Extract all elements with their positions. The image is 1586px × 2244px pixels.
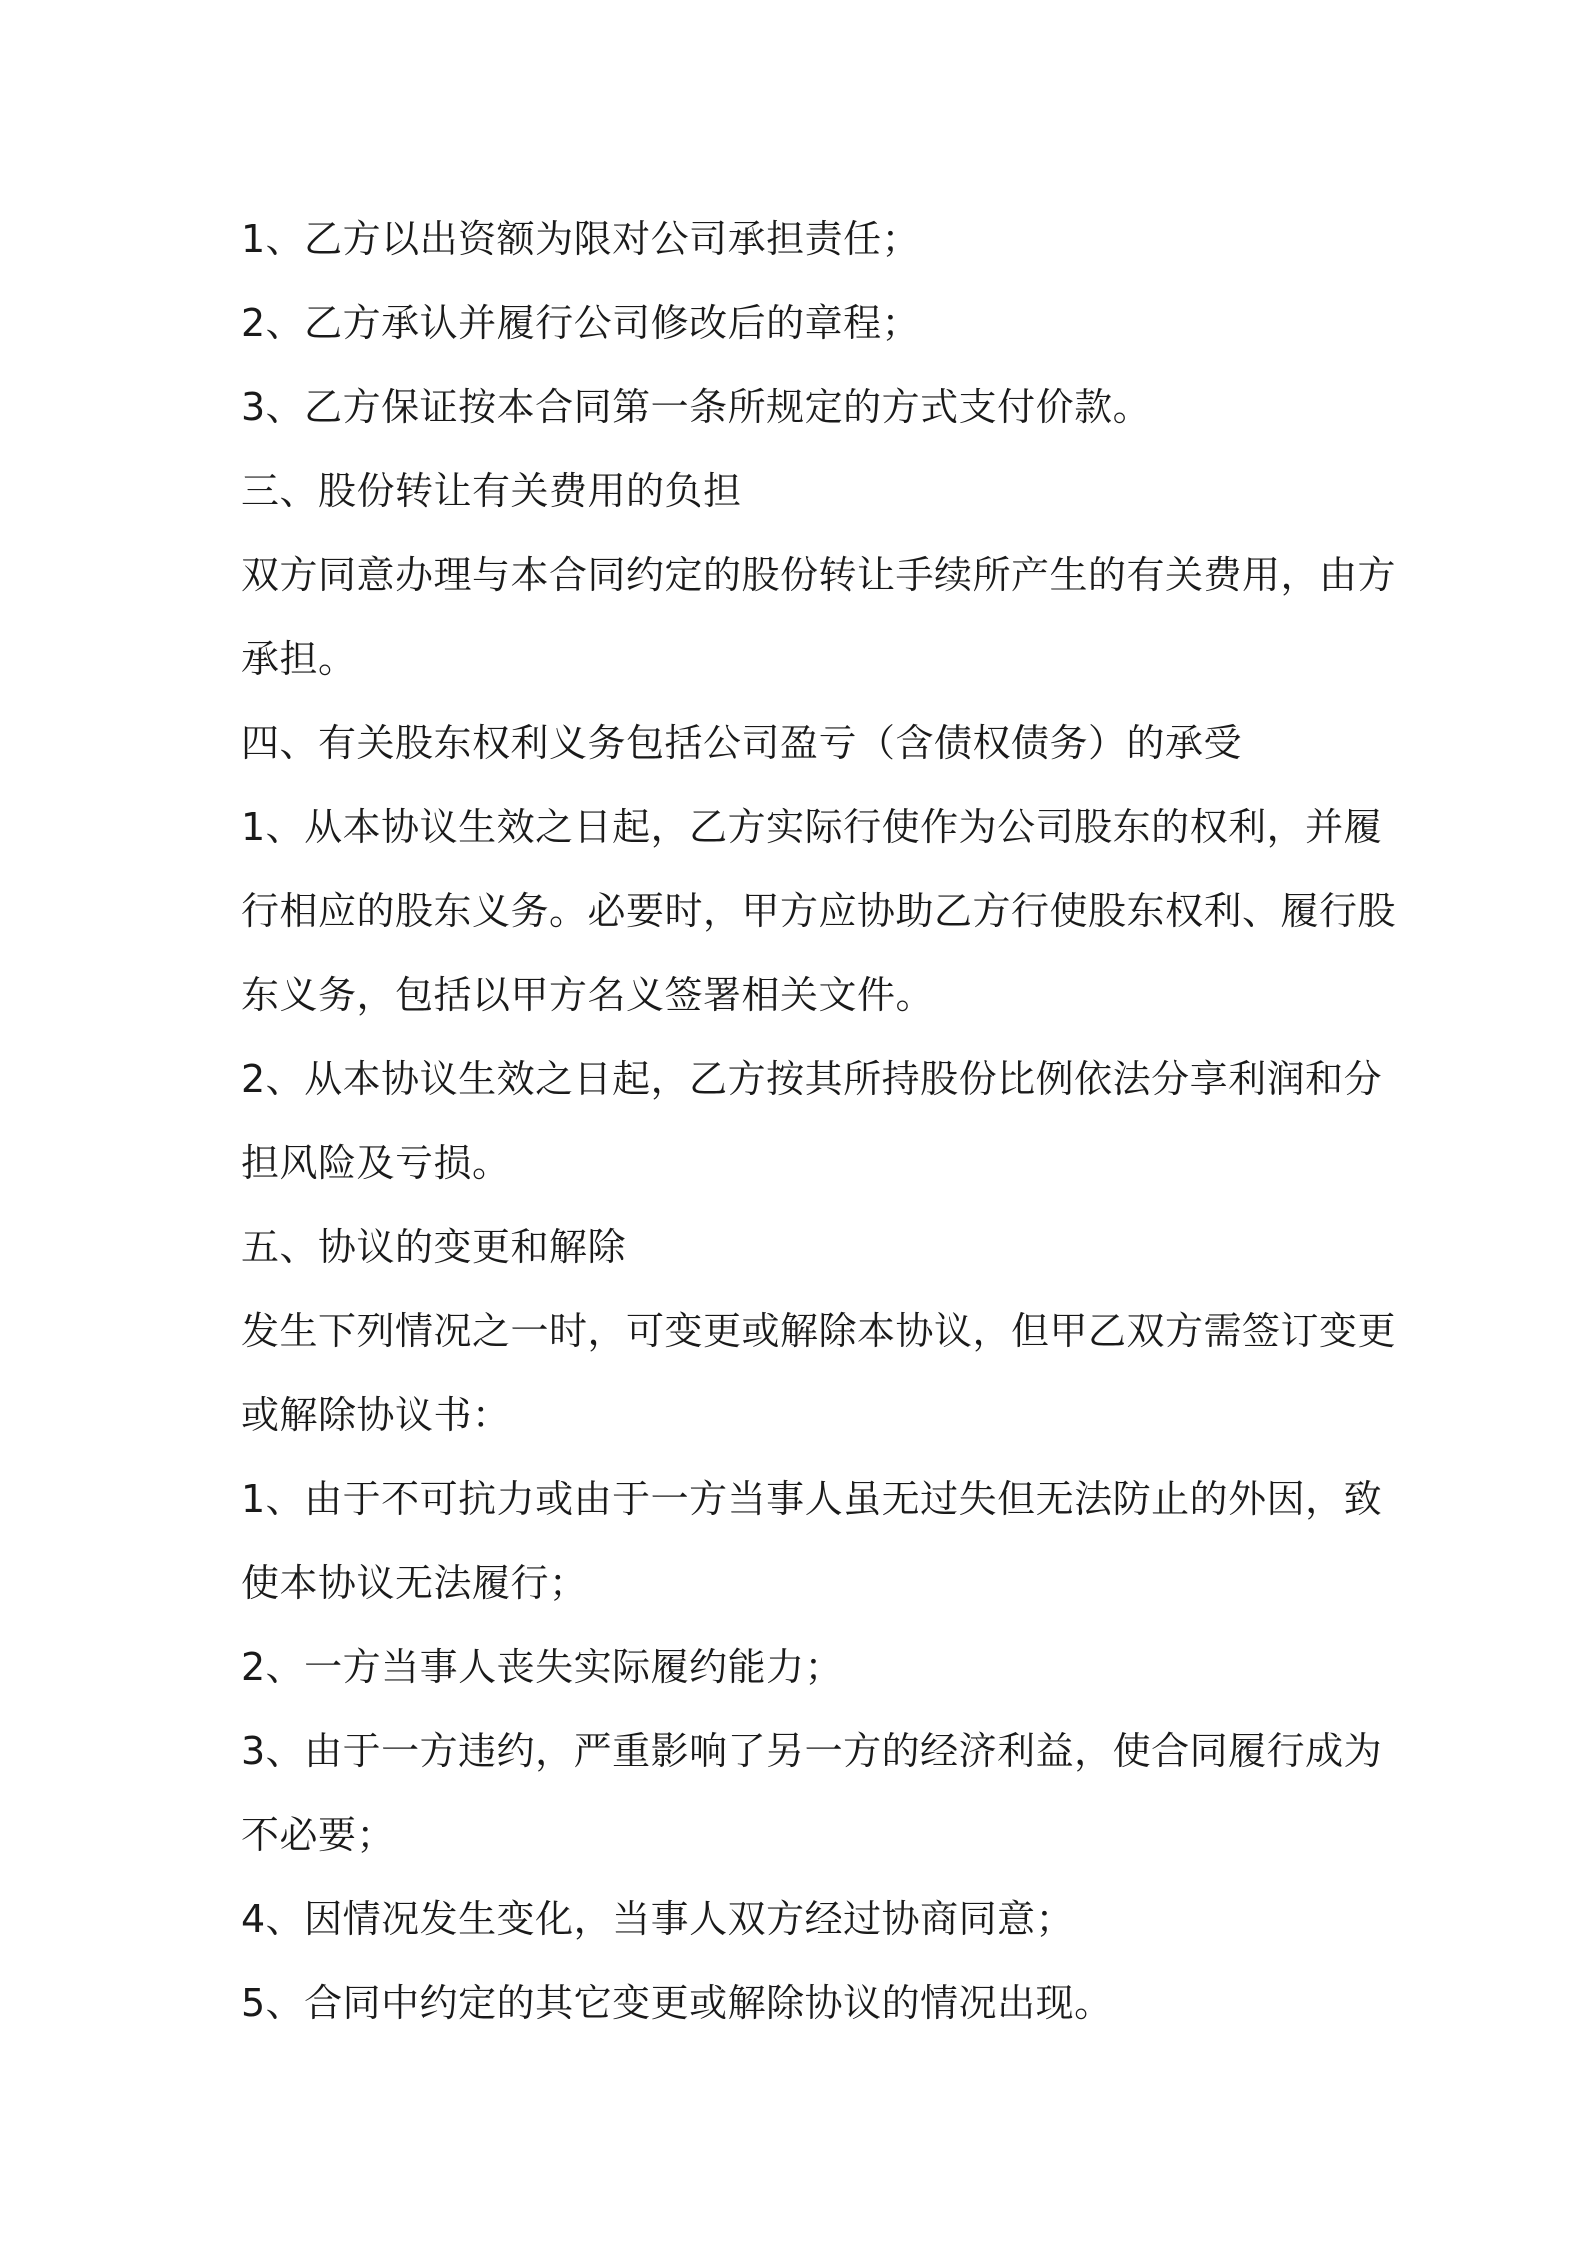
text-line: 或解除协议书： [241,1393,511,1437]
section-heading: 四、有关股东权利义务包括公司盈亏（含债权债务）的承受 [241,721,1243,765]
document-body [241,197,1397,2045]
text-line: 承担。 [241,637,357,681]
section-heading: 五、协议的变更和解除 [241,1225,627,1269]
text-line: 东义务，包括以甲方名义签署相关文件。 [241,973,935,1017]
text-line: 使本协议无法履行； [241,1561,588,1605]
text-line: 行相应的股东义务。必要时，甲方应协助乙方行使股东权利、履行股 [241,889,1397,933]
text-line: 1、从本协议生效之日起，乙方实际行使作为公司股东的权利，并履 [241,805,1383,849]
text-line: 2、乙方承认并履行公司修改后的章程； [241,301,921,345]
text-line: 4、因情况发生变化，当事人双方经过协商同意； [241,1897,1075,1941]
text-line: 2、一方当事人丧失实际履约能力； [241,1645,844,1689]
section-heading: 三、股份转让有关费用的负担 [241,469,742,513]
text-line: 发生下列情况之一时，可变更或解除本协议，但甲乙双方需签订变更 [241,1309,1397,1353]
text-line: 1、由于不可抗力或由于一方当事人虽无过失但无法防止的外因，致 [241,1477,1383,1521]
text-line: 2、从本协议生效之日起，乙方按其所持股份比例依法分享利润和分 [241,1057,1383,1101]
text-line: 担风险及亏损。 [241,1141,511,1185]
text-line: 1、乙方以出资额为限对公司承担责任； [241,217,921,261]
text-line: 5、合同中约定的其它变更或解除协议的情况出现。 [241,1981,1113,2025]
text-line: 不必要； [241,1813,396,1857]
text-line: 3、乙方保证按本合同第一条所规定的方式支付价款。 [241,385,1152,429]
text-line: 3、由于一方违约，严重影响了另一方的经济利益，使合同履行成为 [241,1729,1383,1773]
text-line: 双方同意办理与本合同约定的股份转让手续所产生的有关费用，由方 [241,553,1397,597]
